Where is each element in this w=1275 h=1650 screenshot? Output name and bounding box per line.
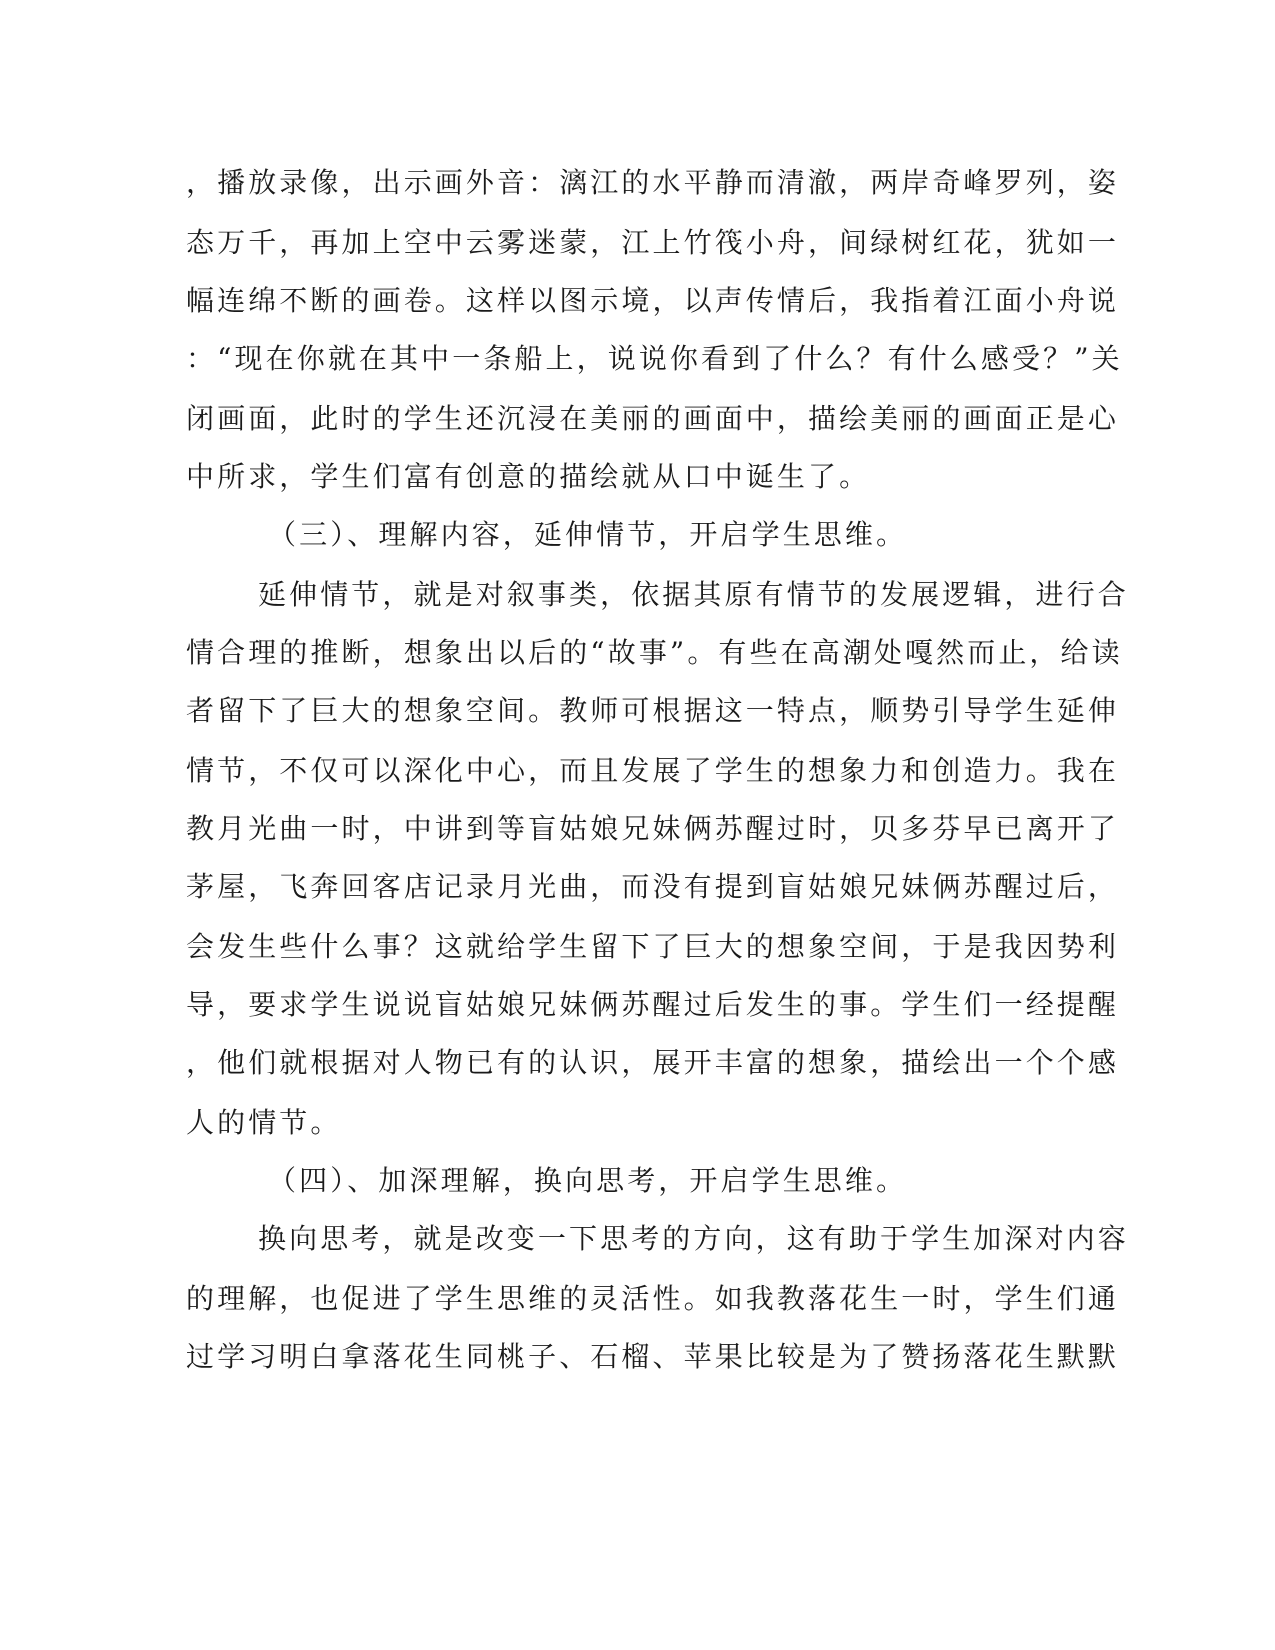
body-text-line: 茅屋，飞奔回客店记录月光曲，而没有提到盲姑娘兄妹俩苏醒过后， — [186, 870, 1120, 903]
body-text-line: 情节，不仅可以深化中心，而且发展了学生的想象力和创造力。我在 — [186, 754, 1120, 787]
body-text-line: 闭画面，此时的学生还沉浸在美丽的画面中，描绘美丽的画面正是心 — [186, 402, 1120, 435]
body-text-line: 教月光曲一时，中讲到等盲姑娘兄妹俩苏醒过时，贝多芬早已离开了 — [186, 812, 1120, 845]
body-text-line: ：“现在你就在其中一条船上，说说你看到了什么？有什么感受？”关 — [186, 342, 1123, 375]
body-text-line: ，播放录像，出示画外音：漓江的水平静而清澈，两岸奇峰罗列，姿 — [186, 166, 1120, 199]
body-text-line: 幅连绵不断的画卷。这样以图示境，以声传情后，我指着江面小舟说 — [186, 284, 1120, 317]
body-text-line: 人的情节。 — [186, 1106, 342, 1139]
body-text-line: 的理解，也促进了学生思维的灵活性。如我教落花生一时，学生们通 — [186, 1282, 1120, 1315]
body-text-line: 者留下了巨大的想象空间。教师可根据这一特点，顺势引导学生延伸 — [186, 694, 1120, 727]
body-text-line: 会发生些什么事？这就给学生留下了巨大的想象空间，于是我因势利 — [186, 930, 1120, 963]
body-text-line: 过学习明白拿落花生同桃子、石榴、苹果比较是为了赞扬落花生默默 — [186, 1340, 1120, 1373]
body-text-line: 中所求，学生们富有创意的描绘就从口中诞生了。 — [186, 460, 871, 493]
body-text-line: ，他们就根据对人物已有的认识，展开丰富的想象，描绘出一个个感 — [186, 1046, 1120, 1079]
body-text-line: 态万千，再加上空中云雾迷蒙，江上竹筏小舟，间绿树红花，犹如一 — [186, 226, 1120, 259]
section-heading-three: （三）、理解内容，延伸情节，开启学生思维。 — [268, 518, 908, 551]
paragraph-first-line: 换向思考，就是改变一下思考的方向，这有助于学生加深对内容 — [258, 1222, 1129, 1255]
section-heading-four: （四）、加深理解，换向思考，开启学生思维。 — [268, 1164, 908, 1197]
body-text-line: 情合理的推断，想象出以后的“故事”。有些在高潮处嘎然而止，给读 — [186, 636, 1123, 669]
body-text-line: 导，要求学生说说盲姑娘兄妹俩苏醒过后发生的事。学生们一经提醒 — [186, 988, 1120, 1021]
paragraph-first-line: 延伸情节，就是对叙事类，依据其原有情节的发展逻辑，进行合 — [258, 578, 1129, 611]
